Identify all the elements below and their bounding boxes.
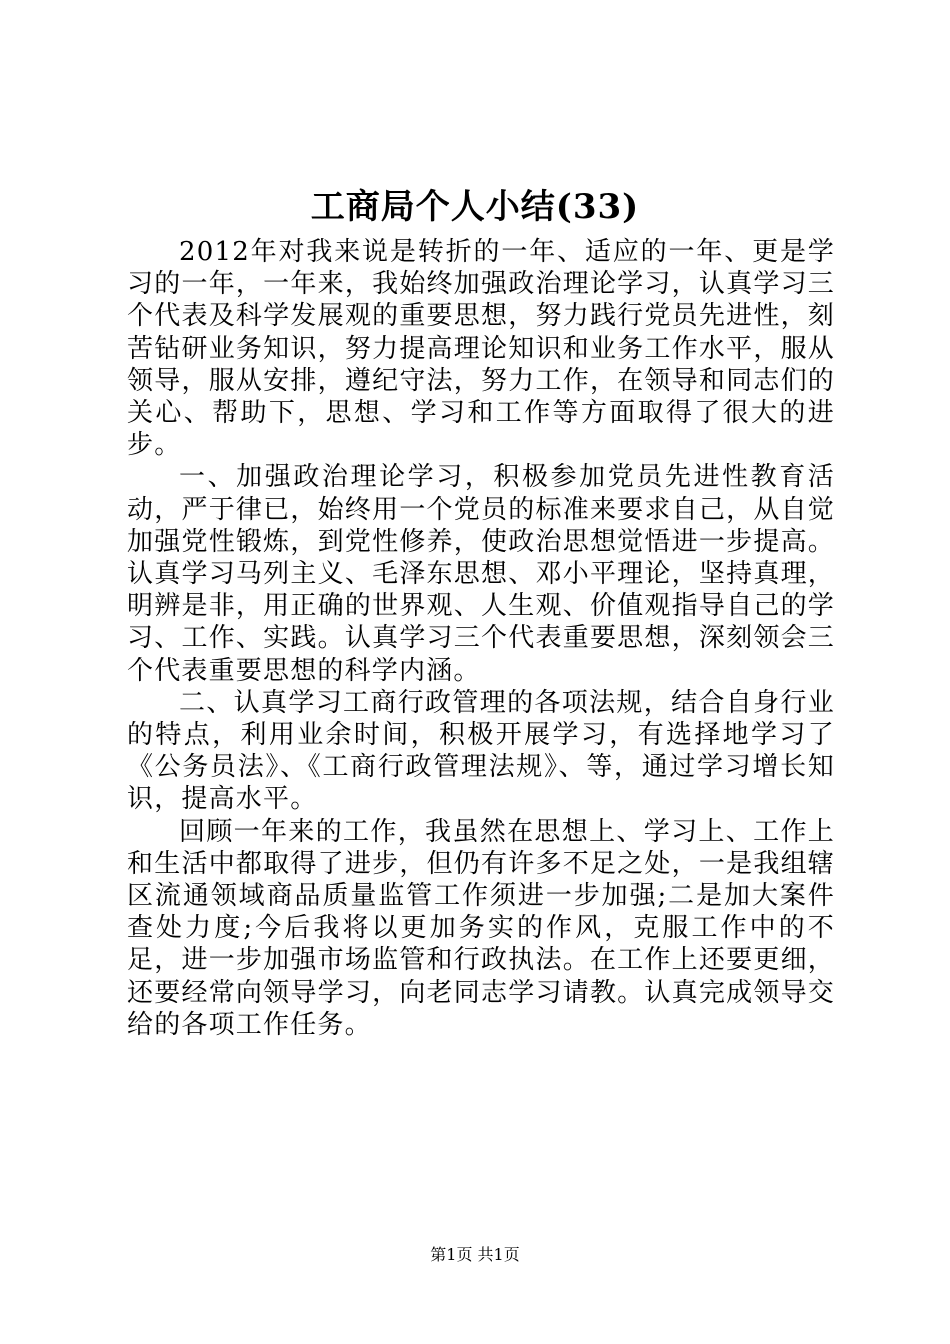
paragraph-intro: 2012年对我来说是转折的一年、适应的一年、更是学习的一年，一年来，我始终加强政治理论学习，认真学习三个代表及科学发展观的重要思想，努力践行党员先进性，刻苦钻研业务知识，努力提高理论知识和业务工作水平，服从领导，服从安排，遵纪守法，努力工作，在领导和同志们的关心、帮助下，思想、学习和工作等方面取得了很大的进步。 (127, 237, 835, 461)
paragraph-regulation-study: 二、认真学习工商行政管理的各项法规，结合自身行业的特点，利用业余时间，积极开展学习，有选择地学习了《公务员法》、《工商行政管理法规》、等，通过学习增长知识，提高水平。 (127, 687, 835, 815)
page-title: 工商局个人小结(33) (310, 187, 640, 227)
page-footer: 第1页 共1页 (430, 1245, 520, 1264)
paragraph-political-study: 一、加强政治理论学习，积极参加党员先进性教育活动，严于律已，始终用一个党员的标准来要求自己，从自觉加强党性锻炼，到党性修养，使政治思想觉悟进一步提高。认真学习马列主义、毛泽东思想、邓小平理论，坚持真理，明辨是非，用正确的世界观、人生观、价值观指导自己的学习、工作、实践。认真学习三个代表重要思想，深刻领会三个代表重要思想的科学内涵。 (127, 462, 835, 686)
paragraph-review: 回顾一年来的工作，我虽然在思想上、学习上、工作上和生活中都取得了进步，但仍有许多不足之处，一是我组辖区流通领域商品质量监管工作须进一步加强;二是加大案件查处力度;今后我将以更加务实的作风，克服工作中的不足，进一步加强市场监管和行政执法。在工作上还要更细，还要经常向领导学习，向老同志学习请教。认真完成领导交给的各项工作任务。 (127, 816, 835, 1040)
document-body (127, 236, 835, 1041)
